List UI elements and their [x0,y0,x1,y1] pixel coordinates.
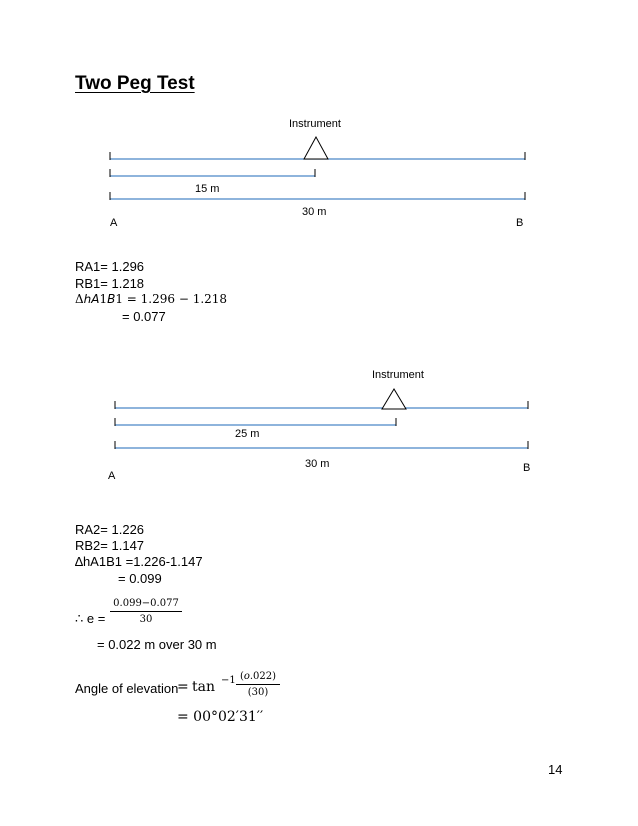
angle-denominator: (30) [247,687,269,698]
angle-numerator: (𝑜.022) [239,671,277,682]
instrument-triangle [382,389,406,409]
error-denominator: 30 [139,614,153,625]
error-result: = 0.022 m over 30 m [97,637,217,652]
angle-fraction [236,671,280,698]
instrument-label-2: Instrument [372,369,424,381]
point-a-label-2: A [108,470,116,482]
fraction-bar [110,611,182,612]
instrument-triangle [304,137,328,159]
angle-equals: = [177,679,189,695]
dh1-result: = 0.077 [122,309,166,324]
angle-result: = 00°02′31′′ [177,709,264,725]
tan-function: tan [192,679,215,695]
dh2-equation: ∆hA1B1 =1.226-1.147 [75,554,203,569]
point-b-label-2: B [523,462,531,474]
short-span-label-1: 15 m [195,183,220,195]
fraction-bar [236,684,280,685]
short-span-label-2: 25 m [235,428,260,440]
full-span-label-2: 30 m [305,458,330,470]
dh1-equation: Δ𝘩𝘈1𝘉1 = 1.296 − 1.218 [75,292,228,306]
error-prefix: ∴ e = [75,611,106,626]
point-a-label-1: A [110,217,118,229]
tan-exponent: −1 [221,675,236,686]
ra2-reading: RA2= 1.226 [75,522,145,537]
point-b-label-1: B [516,217,524,229]
page-title: Two Peg Test [75,73,195,94]
rb1-reading: RB1= 1.218 [75,276,145,291]
page-number: 14 [548,762,563,777]
angle-label: Angle of elevation [75,681,179,696]
dh2-result: = 0.099 [118,571,162,586]
full-span-label-1: 30 m [302,206,327,218]
error-numerator: 0.099−0.077 [113,598,179,609]
error-fraction [110,598,182,625]
rb2-reading: RB2= 1.147 [75,538,145,553]
ra1-reading: RA1= 1.296 [75,259,145,274]
instrument-label-1: Instrument [289,118,341,130]
